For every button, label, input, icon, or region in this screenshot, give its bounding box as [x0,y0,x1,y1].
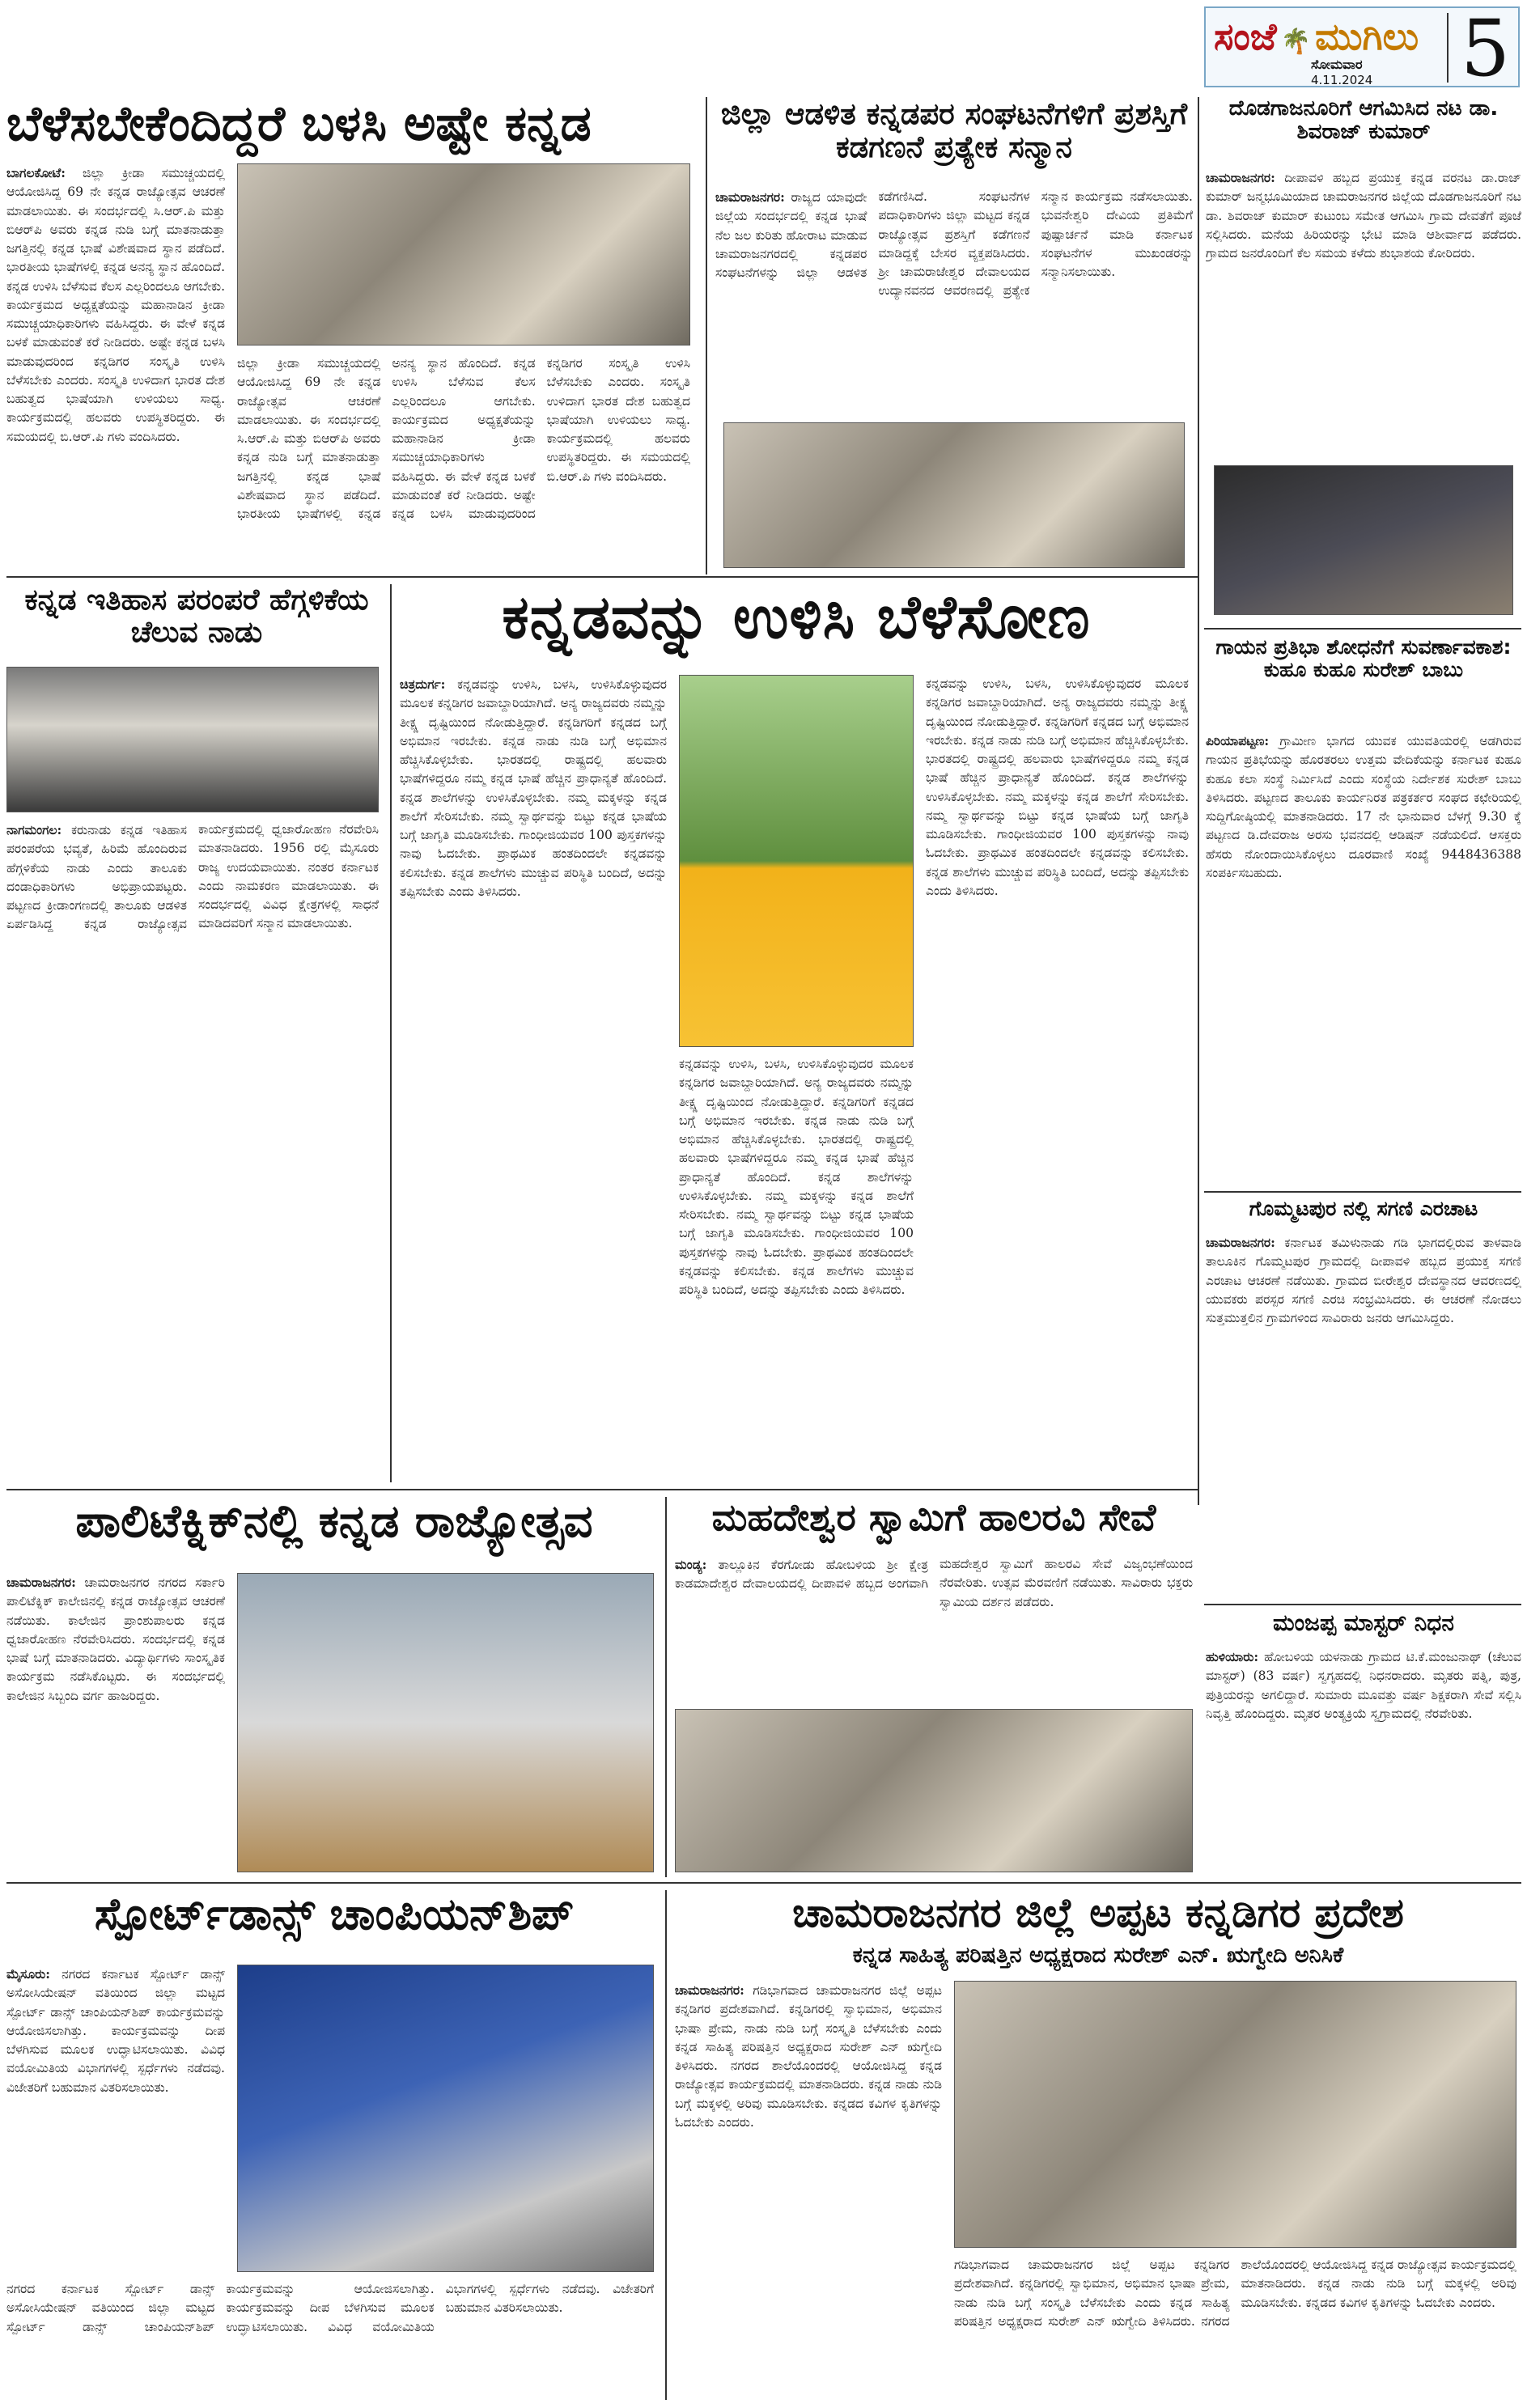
story-3-headline: ದೊಡಗಾಜನೂರಿಗೆ ಆಗಮಿಸಿದ ನಟ ಡಾ. ಶಿವರಾಜ್ ಕುಮಾರ್ [1228,96,1499,145]
story-12-body [675,1981,942,2393]
story-8-dateline: ಹುಳಿಯಾರು: [1206,1649,1259,1664]
brand-left: ಸಂಜೆ [1214,15,1277,58]
story-10-body [675,1555,1193,1701]
story-2-text: ರಾಜ್ಯದ ಯಾವುದೇ ಜಿಲ್ಲೆಯ ಸಂದರ್ಭದಲ್ಲಿ ಕನ್ನಡ ಭಾಷೆ ನೆಲ ಜಲ ಕುರಿತು ಹೋರಾಟ ಮಾಡುವ ಚಾಮರಾಜನಗರದಲ್ಲಿ ಕನ್ನಡಪರ ಸಂಘಟನೆಗಳನ್ನು ಜಿಲ್ಲಾ ಆಡಳಿತ ಕಡೆಗಣಿಸಿದೆ. ಸಂಘಟನೆಗಳ ಪದಾಧಿಕಾರಿಗಳು ಜಿಲ್ಲಾ ಮಟ್ಟದ ಕನ್ನಡ ರಾಜ್ಯೋತ್ಸವ ಪ್ರಶಸ್ತಿಗೆ ಕಡೆಗಣನೆ ಮಾಡಿದ್ದಕ್ಕೆ ಬೇಸರ ವ್ಯಕ್ತಪಡಿಸಿದರು. ಶ್ರೀ ಚಾಮರಾಜೇಶ್ವರ ದೇವಾಲಯದ ಉದ್ಯಾನವನದ ಆವರಣದಲ್ಲಿ ಪ್ರತ್ಯೇಕ ಸನ್ಮಾನ ಕಾರ್ಯಕ್ರಮ ನಡೆಸಲಾಯಿತು. ಭುವನೇಶ್ವರಿ ದೇವಿಯ ಪ್ರತಿಮೆಗೆ ಪುಷ್ಪಾರ್ಚನೆ ಮಾಡಿ ಕರ್ನಾಟಕ ಸಂಘಟನೆಗಳ ಮುಖಂಡರನ್ನು ಸನ್ಮಾನಿಸಲಾಯಿತು. [715,189,1193,299]
story-6-text: ಗ್ರಾಮೀಣ ಭಾಗದ ಯುವಕ ಯುವತಿಯರಲ್ಲಿ ಅಡಗಿರುವ ಗಾಯನ ಪ್ರತಿಭೆಯನ್ನು ಹೊರತರಲು ಉತ್ತಮ ವೇದಿಕೆಯನ್ನು ಕರ್ನಾಟಕ ಕುಹೂ ಕುಹೂ ಕಲಾ ಸಂಸ್ಥೆ ನಿರ್ಮಿಸಿದೆ ಎಂದು ಸಂಸ್ಥೆಯ ನಿರ್ದೇಶಕ ಸುರೇಶ್ ಬಾಬು ತಿಳಿಸಿದರು. ಪಟ್ಟಣದ ತಾಲೂಕು ಕಾರ್ಯನಿರತ ಪತ್ರಕರ್ತರ ಸಂಘದ ಕಛೇರಿಯಲ್ಲಿ ಸುದ್ದಿಗೋಷ್ಠಿಯಲ್ಲಿ ಮಾತನಾಡಿದರು. 17 ನೇ ಭಾನುವಾರ ಬೆಳಗ್ಗೆ 9.30 ಕ್ಕೆ ಪಟ್ಟಣದ ಡಿ.ದೇವರಾಜ ಅರಸು ಭವನದಲ್ಲಿ ಆಡಿಷನ್ ನಡೆಯಲಿದೆ. ಆಸಕ್ತರು ಹೆಸರು ನೋಂದಾಯಿಸಿಕೊಳ್ಳಲು ದೂರವಾಣಿ ಸಂಖ್ಯೆ 9448436388 ಸಂಪರ್ಕಿಸಬಹುದು. [1206,734,1521,880]
story-4-body [6,820,379,1476]
story-6 [1206,636,1521,1186]
story-10-photo [675,1709,1193,1872]
story-11-headline: ಸ್ಪೋರ್ಟ್‌ಡಾನ್ಸ್ ಚಾಂಪಿಯನ್‌ಶಿಪ್ [94,1889,575,1940]
story-9-text: ಚಾಮರಾಜನಗರ ನಗರದ ಸರ್ಕಾರಿ ಪಾಲಿಟೆಕ್ನಿಕ್ ಕಾಲೇಜಿನಲ್ಲಿ ಕನ್ನಡ ರಾಜ್ಯೋತ್ಸವ ಆಚರಣೆ ನಡೆಯಿತು. ಕಾಲೇಜಿನ ಪ್ರಾಂಶುಪಾಲರು ಕನ್ನಡ ಧ್ವಜಾರೋಹಣ ನೆರವೇರಿಸಿದರು. ಸಂದರ್ಭದಲ್ಲಿ ಕನ್ನಡ ಭಾಷೆ ಬಗ್ಗೆ ಮಾತನಾಡಿದರು. ವಿದ್ಯಾರ್ಥಿಗಳು ಸಾಂಸ್ಕೃತಿಕ ಕಾರ್ಯಕ್ರಮ ನಡೆಸಿಕೊಟ್ಟರು. ಈ ಸಂದರ್ಭದಲ್ಲಿ ಕಾಲೇಜಿನ ಸಿಬ್ಬಂದಿ ವರ್ಗ ಹಾಜರಿದ್ದರು. [6,1575,225,1703]
row-divider-right-3 [1204,1604,1521,1605]
story-1-dateline: ಬಾಗಲಕೋಟೆ: [6,165,66,180]
row-divider-right-2 [1204,1191,1521,1193]
story-5-text-right: ಕನ್ನಡವನ್ನು ಉಳಿಸಿ, ಬಳಸಿ, ಉಳಿಸಿಕೊಳ್ಳುವುದರ ಮೂಲಕ ಕನ್ನಡಿಗರ ಜವಾಬ್ದಾರಿಯಾಗಿದೆ. ಅನ್ಯ ರಾಜ್ಯದವರು ನಮ್ಮನ್ನು ತೀಕ್ಷ್ಣ ದೃಷ್ಟಿಯಿಂದ ನೋಡುತ್ತಿದ್ದಾರೆ. ಕನ್ನಡಿಗರಿಗೆ ಕನ್ನಡದ ಬಗ್ಗೆ ಅಭಿಮಾನ ಇರಬೇಕು. ಕನ್ನಡ ನಾಡು ನುಡಿ ಬಗ್ಗೆ ಅಭಿಮಾನ ಹೆಚ್ಚಿಸಿಕೊಳ್ಳಬೇಕು. ಭಾರತದಲ್ಲಿ ರಾಷ್ಟ್ರದಲ್ಲಿ ಹಲವಾರು ಭಾಷೆಗಳಿದ್ದರೂ ನಮ್ಮ ಕನ್ನಡ ಭಾಷೆ ಹೆಚ್ಚಿನ ಪ್ರಾಧಾನ್ಯತೆ ಹೊಂದಿದೆ. ಕನ್ನಡ ಶಾಲೆಗಳನ್ನು ಉಳಿಸಿಕೊಳ್ಳಬೇಕು. ನಮ್ಮ ಮಕ್ಕಳನ್ನು ಕನ್ನಡ ಶಾಲೆಗೆ ಸೇರಿಸಬೇಕು. ನಮ್ಮ ಸ್ವಾರ್ಥವನ್ನು ಬಿಟ್ಟು ಕನ್ನಡ ಭಾಷೆಯ ಬಗ್ಗೆ ಜಾಗೃತಿ ಮೂಡಿಸಬೇಕು. ಗಾಂಧೀಜಿಯವರ 100 ಪುಸ್ತಕಗಳನ್ನು ನಾವು ಓದಬೇಕು. ಪ್ರಾಥಮಿಕ ಹಂತದಿಂದಲೇ ಕನ್ನಡವನ್ನು ಕಲಿಸಬೇಕು. ಕನ್ನಡ ಶಾಲೆಗಳು ಮುಚ್ಚುವ ಪರಿಸ್ಥಿತಿ ಬಂದಿದೆ, ಅದನ್ನು ತಪ್ಪಿಸಬೇಕು ಎಂದು ತಿಳಿಸಿದರು. [926,676,1189,898]
story-10-text: ತಾಲ್ಲೂಕಿನ ಕೆರಗೋಡು ಹೋಬಳಿಯ ಶ್ರೀ ಕ್ಷೇತ್ರ ಕಾಡಮಾದೇಶ್ವರ ದೇವಾಲಯದಲ್ಲಿ ದೀಪಾವಳಿ ಹಬ್ಬದ ಅಂಗವಾಗಿ ಮಹದೇಶ್ವರ ಸ್ವಾಮಿಗೆ ಹಾಲರವಿ ಸೇವೆ ವಿಜೃಂಭಣೆಯಿಂದ ನೆರವೇರಿತು. ಉತ್ಸವ ಮೆರವಣಿಗೆ ನಡೆಯಿತು. ಸಾವಿರಾರು ಭಕ್ತರು ಸ್ವಾಮಿಯ ದರ್ಶನ ಪಡೆದರು. [675,1557,1193,1609]
story-1-body-cont [237,354,690,568]
column-divider-5 [665,1890,667,2400]
column-divider-4 [665,1497,667,1877]
column-divider-2 [1198,97,1199,1505]
story-12-headline: ಚಾಮರಾಜನಗರ ಜಿಲ್ಲೆ ಅಪ್ಪಟ ಕನ್ನಡಿಗರ ಪ್ರದೇಶ [792,1889,1404,1936]
story-8-text: ಹೋಬಳಿಯ ಯಳನಾಡು ಗ್ರಾಮದ ಟಿ.ಕೆ.ಮಂಜುನಾಥ್ (ಚೆಲುವ ಮಾಸ್ಟರ್) (83 ವರ್ಷ) ಸ್ವಗೃಹದಲ್ಲಿ ನಿಧನರಾದರು. ಮೃತರು ಪತ್ನಿ, ಪುತ್ರ, ಪುತ್ರಿಯರನ್ನು ಅಗಲಿದ್ದಾರೆ. ಸುಮಾರು ಮೂವತ್ತು ವರ್ಷ ಶಿಕ್ಷಕರಾಗಿ ಸೇವೆ ಸಲ್ಲಿಸಿ ನಿವೃತ್ತಿ ಹೊಂದಿದ್ದರು. ಮೃತರ ಅಂತ್ಯಕ್ರಿಯೆ ಸ್ವಗ್ರಾಮದಲ್ಲಿ ನೆರವೇರಿತು. [1206,1650,1521,1721]
issue-date: 4.11.2024 [1311,73,1373,87]
story-11-body [6,1965,225,2272]
story-8-headline: ಮಂಜಪ್ಪ ಮಾಸ್ಟರ್ ನಿಧನ [1273,1609,1454,1636]
page-number: 5 [1461,3,1511,94]
story-1-text: ಜಿಲ್ಲಾ ಕ್ರೀಡಾ ಸಮುಚ್ಚಯದಲ್ಲಿ ಆಯೋಜಿಸಿದ್ದ 69 ನೇ ಕನ್ನಡ ರಾಜ್ಯೋತ್ಸವ ಆಚರಣೆ ಮಾಡಲಾಯಿತು. ಈ ಸಂದರ್ಭದಲ್ಲಿ ಸಿ.ಆರ್.ಪಿ ಮತ್ತು ಬಿಆರ್‌ಪಿ ಅವರು ಕನ್ನಡ ನುಡಿ ಬಗ್ಗೆ ಮಾತನಾಡುತ್ತಾ ಜಗತ್ತಿನಲ್ಲಿ ಕನ್ನಡ ಭಾಷೆ ವಿಶೇಷವಾದ ಸ್ಥಾನ ಪಡೆದಿದೆ. ಭಾರತೀಯ ಭಾಷೆಗಳಲ್ಲಿ ಕನ್ನಡ ಅನನ್ಯ ಸ್ಥಾನ ಹೊಂದಿದೆ. ಕನ್ನಡ ಉಳಿಸಿ ಬೆಳೆಸುವ ಕೆಲಸ ಎಲ್ಲರಿಂದಲೂ ಆಗಬೇಕು. ಕಾರ್ಯಕ್ರಮದ ಅಧ್ಯಕ್ಷತೆಯನ್ನು ಮಹಾನಾಡಿನ ಕ್ರೀಡಾ ಸಮುಚ್ಚಯಾಧಿಕಾರಿಗಳು ವಹಿಸಿದ್ದರು. ಈ ವೇಳೆ ಕನ್ನಡ ಬಳಕೆ ಮಾಡುವಂತೆ ಕರೆ ನೀಡಿದರು. ಅಷ್ಟೇ ಕನ್ನಡ ಬಳಸಿ ಮಾಡುವುದರಿಂದ ಕನ್ನಡಿಗರ ಸಂಸ್ಕೃತಿ ಉಳಿಸಿ ಬೆಳೆಸಬೇಕು ಎಂದರು. ಸಂಸ್ಕೃತಿ ಉಳಿದಾಗ ಭಾರತ ದೇಶ ಬಹುತ್ವದ ಭಾಷೆಯಾಗಿ ಉಳಿಯಲು ಸಾಧ್ಯ. ಕಾರ್ಯಕ್ರಮದಲ್ಲಿ ಹಲವರು ಉಪಸ್ಥಿತರಿದ್ದರು. ಈ ಸಮಯದಲ್ಲಿ ಬಿ.ಆರ್.ಪಿ ಗಳು ವಂದಿಸಿದರು. [6,166,225,444]
story-5-text-mid: ಕನ್ನಡವನ್ನು ಉಳಿಸಿ, ಬಳಸಿ, ಉಳಿಸಿಕೊಳ್ಳುವುದರ ಮೂಲಕ ಕನ್ನಡಿಗರ ಜವಾಬ್ದಾರಿಯಾಗಿದೆ. ಅನ್ಯ ರಾಜ್ಯದವರು ನಮ್ಮನ್ನು ತೀಕ್ಷ್ಣ ದೃಷ್ಟಿಯಿಂದ ನೋಡುತ್ತಿದ್ದಾರೆ. ಕನ್ನಡಿಗರಿಗೆ ಕನ್ನಡದ ಬಗ್ಗೆ ಅಭಿಮಾನ ಇರಬೇಕು. ಕನ್ನಡ ನಾಡು ನುಡಿ ಬಗ್ಗೆ ಅಭಿಮಾನ ಹೆಚ್ಚಿಸಿಕೊಳ್ಳಬೇಕು. ಭಾರತದಲ್ಲಿ ರಾಷ್ಟ್ರದಲ್ಲಿ ಹಲವಾರು ಭಾಷೆಗಳಿದ್ದರೂ ನಮ್ಮ ಕನ್ನಡ ಭಾಷೆ ಹೆಚ್ಚಿನ ಪ್ರಾಧಾನ್ಯತೆ ಹೊಂದಿದೆ. ಕನ್ನಡ ಶಾಲೆಗಳನ್ನು ಉಳಿಸಿಕೊಳ್ಳಬೇಕು. ನಮ್ಮ ಮಕ್ಕಳನ್ನು ಕನ್ನಡ ಶಾಲೆಗೆ ಸೇರಿಸಬೇಕು. ನಮ್ಮ ಸ್ವಾರ್ಥವನ್ನು ಬಿಟ್ಟು ಕನ್ನಡ ಭಾಷೆಯ ಬಗ್ಗೆ ಜಾಗೃತಿ ಮೂಡಿಸಬೇಕು. ಗಾಂಧೀಜಿಯವರ 100 ಪುಸ್ತಕಗಳನ್ನು ನಾವು ಓದಬೇಕು. ಪ್ರಾಥಮಿಕ ಹಂತದಿಂದಲೇ ಕನ್ನಡವನ್ನು ಕಲಿಸಬೇಕು. ಕನ್ನಡ ಶಾಲೆಗಳು ಮುಚ್ಚುವ ಪರಿಸ್ಥಿತಿ ಬಂದಿದೆ, ಅದನ್ನು ತಪ್ಪಿಸಬೇಕು ಎಂದು ತಿಳಿಸಿದರು. [679,1057,914,1297]
story-3-photo [1214,465,1513,615]
story-5-dateline: ಚಿತ್ರದುರ್ಗ: [400,676,446,692]
story-11-text-cont: ನಗರದ ಕರ್ನಾಟಕ ಸ್ಪೋರ್ಟ್ ಡಾನ್ಸ್ ಅಸೋಸಿಯೇಷನ್ ವತಿಯಿಂದ ಜಿಲ್ಲಾ ಮಟ್ಟದ ಸ್ಪೋರ್ಟ್ ಡಾನ್ಸ್ ಚಾಂಪಿಯನ್‌ಶಿಪ್ ಕಾರ್ಯಕ್ರಮವನ್ನು ಆಯೋಜಿಸಲಾಗಿತ್ತು. ಕಾರ್ಯಕ್ರಮವನ್ನು ದೀಪ ಬೆಳಗಿಸುವ ಮೂಲಕ ಉದ್ಘಾಟಿಸಲಾಯಿತು. ವಿವಿಧ ವಯೋಮಿತಿಯ ವಿಭಾಗಗಳಲ್ಲಿ ಸ್ಪರ್ಧೆಗಳು ನಡೆದವು. ವಿಜೇತರಿಗೆ ಬಹುಮಾನ ವಿತರಿಸಲಾಯಿತು. [6,2282,654,2334]
story-10 [675,1497,1193,1877]
brand-logo [1214,15,1432,58]
story-6-dateline: ಪಿರಿಯಾಪಟ್ಟಣ: [1206,733,1270,748]
row-divider-1 [6,576,1198,578]
story-1 [6,97,702,571]
story-12-body-cont [954,2256,1516,2393]
story-11 [6,1890,662,2400]
story-4-text: ಕರುನಾಡು ಕನ್ನಡ ಇತಿಹಾಸ ಪರಂಪರೆಯ ಭವ್ಯತೆ, ಹಿರಿಮೆ ಹೊಂದಿರುವ ಹೆಗ್ಗಳಿಕೆಯ ನಾಡು ಎಂದು ತಾಲೂಕು ದಂಡಾಧಿಕಾರಿಗಳು ಅಭಿಪ್ರಾಯಪಟ್ಟರು. ಪಟ್ಟಣದ ಕ್ರೀಡಾಂಗಣದಲ್ಲಿ ತಾಲೂಕು ಆಡಳಿತ ಏರ್ಪಡಿಸಿದ್ದ ಕನ್ನಡ ರಾಜ್ಯೋತ್ಸವ ಕಾರ್ಯಕ್ರಮದಲ್ಲಿ ಧ್ವಜಾರೋಹಣ ನೆರವೇರಿಸಿ ಮಾತನಾಡಿದರು. 1956 ರಲ್ಲಿ ಮೈಸೂರು ರಾಜ್ಯ ಉದಯವಾಯಿತು. ನಂತರ ಕರ್ನಾಟಕ ಎಂದು ನಾಮಕರಣ ಮಾಡಲಾಯಿತು. ಈ ಸಂದರ್ಭದಲ್ಲಿ ವಿವಿಧ ಕ್ಷೇತ್ರಗಳಲ್ಲಿ ಸಾಧನೆ ಮಾಡಿದವರಿಗೆ ಸನ್ಮಾನ ಮಾಡಲಾಯಿತು. [6,822,379,932]
story-9-headline: ಪಾಲಿಟೆಕ್ನಿಕ್‌ನಲ್ಲಿ ಕನ್ನಡ ರಾಜ್ಯೋತ್ಸವ [75,1495,593,1548]
story-6-headline: ಗಾಯನ ಪ್ರತಿಭಾ ಶೋಧನೆಗೆ ಸುವರ್ಣಾವಕಾಶ: ಕುಹೂ ಕುಹೂ ಸುರೇಶ್ ಬಾಬು [1215,635,1512,681]
masthead [1204,3,1520,94]
story-9-body [6,1573,225,1872]
column-divider-3 [390,584,392,1482]
palm-icon: 🌴 [1280,28,1312,56]
story-1-body [6,163,225,568]
story-6-body [1206,731,1521,1181]
story-5-text: ಕನ್ನಡವನ್ನು ಉಳಿಸಿ, ಬಳಸಿ, ಉಳಿಸಿಕೊಳ್ಳುವುದರ ಮೂಲಕ ಕನ್ನಡಿಗರ ಜವಾಬ್ದಾರಿಯಾಗಿದೆ. ಅನ್ಯ ರಾಜ್ಯದವರು ನಮ್ಮನ್ನು ತೀಕ್ಷ್ಣ ದೃಷ್ಟಿಯಿಂದ ನೋಡುತ್ತಿದ್ದಾರೆ. ಕನ್ನಡಿಗರಿಗೆ ಕನ್ನಡದ ಬಗ್ಗೆ ಅಭಿಮಾನ ಇರಬೇಕು. ಕನ್ನಡ ನಾಡು ನುಡಿ ಬಗ್ಗೆ ಅಭಿಮಾನ ಹೆಚ್ಚಿಸಿಕೊಳ್ಳಬೇಕು. ಭಾರತದಲ್ಲಿ ರಾಷ್ಟ್ರದಲ್ಲಿ ಹಲವಾರು ಭಾಷೆಗಳಿದ್ದರೂ ನಮ್ಮ ಕನ್ನಡ ಭಾಷೆ ಹೆಚ್ಚಿನ ಪ್ರಾಧಾನ್ಯತೆ ಹೊಂದಿದೆ. ಕನ್ನಡ ಶಾಲೆಗಳನ್ನು ಉಳಿಸಿಕೊಳ್ಳಬೇಕು. ನಮ್ಮ ಮಕ್ಕಳನ್ನು ಕನ್ನಡ ಶಾಲೆಗೆ ಸೇರಿಸಬೇಕು. ನಮ್ಮ ಸ್ವಾರ್ಥವನ್ನು ಬಿಟ್ಟು ಕನ್ನಡ ಭಾಷೆಯ ಬಗ್ಗೆ ಜಾಗೃತಿ ಮೂಡಿಸಬೇಕು. ಗಾಂಧೀಜಿಯವರ 100 ಪುಸ್ತಕಗಳನ್ನು ನಾವು ಓದಬೇಕು. ಪ್ರಾಥಮಿಕ ಹಂತದಿಂದಲೇ ಕನ್ನಡವನ್ನು ಕಲಿಸಬೇಕು. ಕನ್ನಡ ಶಾಲೆಗಳು ಮುಚ್ಚುವ ಪರಿಸ್ಥಿತಿ ಬಂದಿದೆ, ಅದನ್ನು ತಪ್ಪಿಸಬೇಕು ಎಂದು ತಿಳಿಸಿದರು. [400,677,667,899]
story-5-body-mid [679,1055,914,1476]
story-3-body [1206,168,1521,460]
story-10-headline: ಮಹದೇಶ್ವರ ಸ್ವಾಮಿಗೆ ಹಾಲರವಿ ಸೇವೆ [711,1495,1156,1539]
story-12-dateline: ಚಾಮರಾಜನಗರ: [675,1982,744,1998]
story-5-body-left [400,675,667,1476]
story-7-text: ಕರ್ನಾಟಕ ತಮಿಳುನಾಡು ಗಡಿ ಭಾಗದಲ್ಲಿರುವ ತಾಳವಾಡಿ ತಾಲೂಕಿನ ಗೊಮ್ಮಟಪುರ ಗ್ರಾಮದಲ್ಲಿ ದೀಪಾವಳಿ ಹಬ್ಬದ ಪ್ರಯುಕ್ತ ಸಗಣಿ ಎರಚಾಟ ಆಚರಣೆ ನಡೆಯಿತು. ಗ್ರಾಮದ ಬೀರೇಶ್ವರ ದೇವಸ್ಥಾನದ ಆವರಣದಲ್ಲಿ ಯುವಕರು ಪರಸ್ಪರ ಸಗಣಿ ಎರಚಿ ಸಂಭ್ರಮಿಸಿದರು. ಈ ಆಚರಣೆ ನೋಡಲು ಸುತ್ತಮುತ್ತಲಿನ ಗ್ರಾಮಗಳಿಂದ ಸಾವಿರಾರು ಜನರು ಆಗಮಿಸಿದ್ದರು. [1206,1236,1521,1325]
story-10-dateline: ಮಂಡ್ಯ: [675,1557,707,1572]
weekday: ಸೋಮವಾರ [1311,57,1363,72]
story-7-dateline: ಚಾಮರಾಜನಗರ: [1206,1235,1275,1250]
story-3-dateline: ಚಾಮರಾಜನಗರ: [1206,170,1275,185]
story-9-photo [237,1573,654,1872]
story-11-text: ನಗರದ ಕರ್ನಾಟಕ ಸ್ಪೋರ್ಟ್ ಡಾನ್ಸ್ ಅಸೋಸಿಯೇಷನ್ ವತಿಯಿಂದ ಜಿಲ್ಲಾ ಮಟ್ಟದ ಸ್ಪೋರ್ಟ್ ಡಾನ್ಸ್ ಚಾಂಪಿಯನ್‌ಶಿಪ್ ಕಾರ್ಯಕ್ರಮವನ್ನು ಆಯೋಜಿಸಲಾಗಿತ್ತು. ಕಾರ್ಯಕ್ರಮವನ್ನು ದೀಪ ಬೆಳಗಿಸುವ ಮೂಲಕ ಉದ್ಘಾಟಿಸಲಾಯಿತು. ವಿವಿಧ ವಯೋಮಿತಿಯ ವಿಭಾಗಗಳಲ್ಲಿ ಸ್ಪರ್ಧೆಗಳು ನಡೆದವು. ವಿಜೇತರಿಗೆ ಬಹುಮಾನ ವಿತರಿಸಲಾಯಿತು. [6,1967,225,2095]
story-1-headline: ಬೆಳೆಸಬೇಕೆಂದಿದ್ದರೆ ಬಳಸಿ ಅಷ್ಟೇ ಕನ್ನಡ [6,95,592,152]
row-divider-3 [6,1882,1521,1884]
column-divider-1 [706,97,707,574]
story-2-body [715,188,1193,416]
story-1-photo [237,163,690,346]
story-5 [400,584,1193,1482]
row-divider-2 [6,1489,1198,1490]
story-12-text: ಗಡಿಭಾಗವಾದ ಚಾಮರಾಜನಗರ ಜಿಲ್ಲೆ ಅಪ್ಪಟ ಕನ್ನಡಿಗರ ಪ್ರದೇಶವಾಗಿದೆ. ಕನ್ನಡಿಗರಲ್ಲಿ ಸ್ವಾಭಿಮಾನ, ಅಭಿಮಾನ ಭಾಷಾ ಪ್ರೇಮ, ನಾಡು ನುಡಿ ಬಗ್ಗೆ ಸಂಸ್ಕೃತಿ ಬೆಳೆಸಬೇಕು ಎಂದು ಕನ್ನಡ ಸಾಹಿತ್ಯ ಪರಿಷತ್ತಿನ ಅಧ್ಯಕ್ಷರಾದ ಸುರೇಶ್ ಎನ್ ಋಗ್ವೇದಿ ತಿಳಿಸಿದರು. ನಗರದ ಶಾಲೆಯೊಂದರಲ್ಲಿ ಆಯೋಜಿಸಿದ್ದ ಕನ್ನಡ ರಾಜ್ಯೋತ್ಸವ ಕಾರ್ಯಕ್ರಮದಲ್ಲಿ ಮಾತನಾಡಿದರು. ಕನ್ನಡ ನಾಡು ನುಡಿ ಬಗ್ಗೆ ಮಕ್ಕಳಲ್ಲಿ ಅರಿವು ಮೂಡಿಸಬೇಕು. ಕನ್ನಡದ ಕವಿಗಳ ಕೃತಿಗಳನ್ನು ಓದಬೇಕು ಎಂದರು. [675,1983,942,2130]
story-4-dateline: ನಾಗಮಂಗಲ: [6,822,62,837]
story-11-dateline: ಮೈಸೂರು: [6,1966,50,1982]
story-1-text-cont: ಜಿಲ್ಲಾ ಕ್ರೀಡಾ ಸಮುಚ್ಚಯದಲ್ಲಿ ಆಯೋಜಿಸಿದ್ದ 69 ನೇ ಕನ್ನಡ ರಾಜ್ಯೋತ್ಸವ ಆಚರಣೆ ಮಾಡಲಾಯಿತು. ಈ ಸಂದರ್ಭದಲ್ಲಿ ಸಿ.ಆರ್.ಪಿ ಮತ್ತು ಬಿಆರ್‌ಪಿ ಅವರು ಕನ್ನಡ ನುಡಿ ಬಗ್ಗೆ ಮಾತನಾಡುತ್ತಾ ಜಗತ್ತಿನಲ್ಲಿ ಕನ್ನಡ ಭಾಷೆ ವಿಶೇಷವಾದ ಸ್ಥಾನ ಪಡೆದಿದೆ. ಭಾರತೀಯ ಭಾಷೆಗಳಲ್ಲಿ ಕನ್ನಡ ಅನನ್ಯ ಸ್ಥಾನ ಹೊಂದಿದೆ. ಕನ್ನಡ ಉಳಿಸಿ ಬೆಳೆಸುವ ಕೆಲಸ ಎಲ್ಲರಿಂದಲೂ ಆಗಬೇಕು. ಕಾರ್ಯಕ್ರಮದ ಅಧ್ಯಕ್ಷತೆಯನ್ನು ಮಹಾನಾಡಿನ ಕ್ರೀಡಾ ಸಮುಚ್ಚಯಾಧಿಕಾರಿಗಳು ವಹಿಸಿದ್ದರು. ಈ ವೇಳೆ ಕನ್ನಡ ಬಳಕೆ ಮಾಡುವಂತೆ ಕರೆ ನೀಡಿದರು. ಅಷ್ಟೇ ಕನ್ನಡ ಬಳಸಿ ಮಾಡುವುದರಿಂದ ಕನ್ನಡಿಗರ ಸಂಸ್ಕೃತಿ ಉಳಿಸಿ ಬೆಳೆಸಬೇಕು ಎಂದರು. ಸಂಸ್ಕೃತಿ ಉಳಿದಾಗ ಭಾರತ ದೇಶ ಬಹುತ್ವದ ಭಾಷೆಯಾಗಿ ಉಳಿಯಲು ಸಾಧ್ಯ. ಕಾರ್ಯಕ್ರಮದಲ್ಲಿ ಹಲವರು ಉಪಸ್ಥಿತರಿದ್ದರು. ಈ ಸಮಯದಲ್ಲಿ ಬಿ.ಆರ್.ಪಿ ಗಳು ವಂದಿಸಿದರು. [237,356,690,521]
story-12 [675,1890,1521,2400]
story-5-body-right [926,675,1189,1476]
story-7-headline: ಗೊಮ್ಮಟಪುರ ನಲ್ಲಿ ಸಗಣಿ ಎರಚಾಟ [1249,1197,1478,1220]
story-4-headline: ಕನ್ನಡ ಇತಿಹಾಸ ಪರಂಪರೆ ಹೆಗ್ಗಳಿಕೆಯ ಚೆಲುವ ನಾಡು [24,583,369,650]
story-12-subhead: ಕನ್ನಡ ಸಾಹಿತ್ಯ ಪರಿಷತ್ತಿನ ಅಧ್ಯಕ್ಷರಾದ ಸುರೇಶ್ ಎನ್. ಋಗ್ವೇದಿ ಅನಿಸಿಕೆ [852,1943,1344,1968]
story-9-dateline: ಚಾಮರಾಜನಗರ: [6,1575,76,1590]
story-9 [6,1497,662,1877]
story-3 [1206,97,1521,623]
story-4 [6,584,387,1482]
story-8-body [1206,1647,1521,1880]
row-divider-right-1 [1204,628,1521,630]
story-12-text-cont: ಗಡಿಭಾಗವಾದ ಚಾಮರಾಜನಗರ ಜಿಲ್ಲೆ ಅಪ್ಪಟ ಕನ್ನಡಿಗರ ಪ್ರದೇಶವಾಗಿದೆ. ಕನ್ನಡಿಗರಲ್ಲಿ ಸ್ವಾಭಿಮಾನ, ಅಭಿಮಾನ ಭಾಷಾ ಪ್ರೇಮ, ನಾಡು ನುಡಿ ಬಗ್ಗೆ ಸಂಸ್ಕೃತಿ ಬೆಳೆಸಬೇಕು ಎಂದು ಕನ್ನಡ ಸಾಹಿತ್ಯ ಪರಿಷತ್ತಿನ ಅಧ್ಯಕ್ಷರಾದ ಸುರೇಶ್ ಎನ್ ಋಗ್ವೇದಿ ತಿಳಿಸಿದರು. ನಗರದ ಶಾಲೆಯೊಂದರಲ್ಲಿ ಆಯೋಜಿಸಿದ್ದ ಕನ್ನಡ ರಾಜ್ಯೋತ್ಸವ ಕಾರ್ಯಕ್ರಮದಲ್ಲಿ ಮಾತನಾಡಿದರು. ಕನ್ನಡ ನಾಡು ನುಡಿ ಬಗ್ಗೆ ಮಕ್ಕಳಲ್ಲಿ ಅರಿವು ಮೂಡಿಸಬೇಕು. ಕನ್ನಡದ ಕವಿಗಳ ಕೃತಿಗಳನ್ನು ಓದಬೇಕು ಎಂದರು. [954,2258,1516,2329]
story-2-photo [723,422,1185,568]
story-5-headline: ಕನ್ನಡವನ್ನು ಉಳಿಸಿ ಬೆಳೆಸೋಣ [502,583,1091,652]
story-2-dateline: ಚಾಮರಾಜನಗರ: [715,189,785,205]
story-7 [1206,1198,1521,1602]
story-2-headline: ಜಿಲ್ಲಾ ಆಡಳಿತ ಕನ್ನಡಪರ ಸಂಘಟನೆಗಳಿಗೆ ಪ್ರಶಸ್ತಿಗೆ ಕಡಗಣನೆ ಪ್ರತ್ಯೇಕ ಸನ್ಮಾನ [720,96,1188,165]
story-11-photo [237,1965,654,2272]
story-4-photo [6,667,379,812]
story-3-text: ದೀಪಾವಳಿ ಹಬ್ಬದ ಪ್ರಯುಕ್ತ ಕನ್ನಡ ವರನಟ ಡಾ.ರಾಜ್ ಕುಮಾರ್ ಜನ್ಮಭೂಮಿಯಾದ ಚಾಮರಾಜನಗರ ಜಿಲ್ಲೆಯ ದೊಡಗಾಜನೂರಿಗೆ ನಟ ಡಾ. ಶಿವರಾಜ್ ಕುಮಾರ್ ಕುಟುಂಬ ಸಮೇತ ಆಗಮಿಸಿ ಗ್ರಾಮ ದೇವತೆಗೆ ಪೂಜೆ ಸಲ್ಲಿಸಿದರು. ಮನೆಯ ಹಿರಿಯರನ್ನು ಭೇಟಿ ಮಾಡಿ ಆಶೀರ್ವಾದ ಪಡೆದರು. ಗ್ರಾಮದ ಜನರೊಂದಿಗೆ ಕೆಲ ಸಮಯ ಕಳೆದು ಶುಭಾಶಯ ಕೋರಿದರು. [1206,171,1521,261]
story-11-body-cont [6,2280,654,2397]
brand-right: ಮುಗಿಲು [1315,15,1419,58]
story-2 [715,97,1193,571]
story-7-body [1206,1233,1521,1599]
masthead-divider [1447,13,1449,83]
story-12-photo [954,1981,1516,2248]
story-8 [1206,1610,1521,1885]
story-5-photo [679,675,914,1047]
